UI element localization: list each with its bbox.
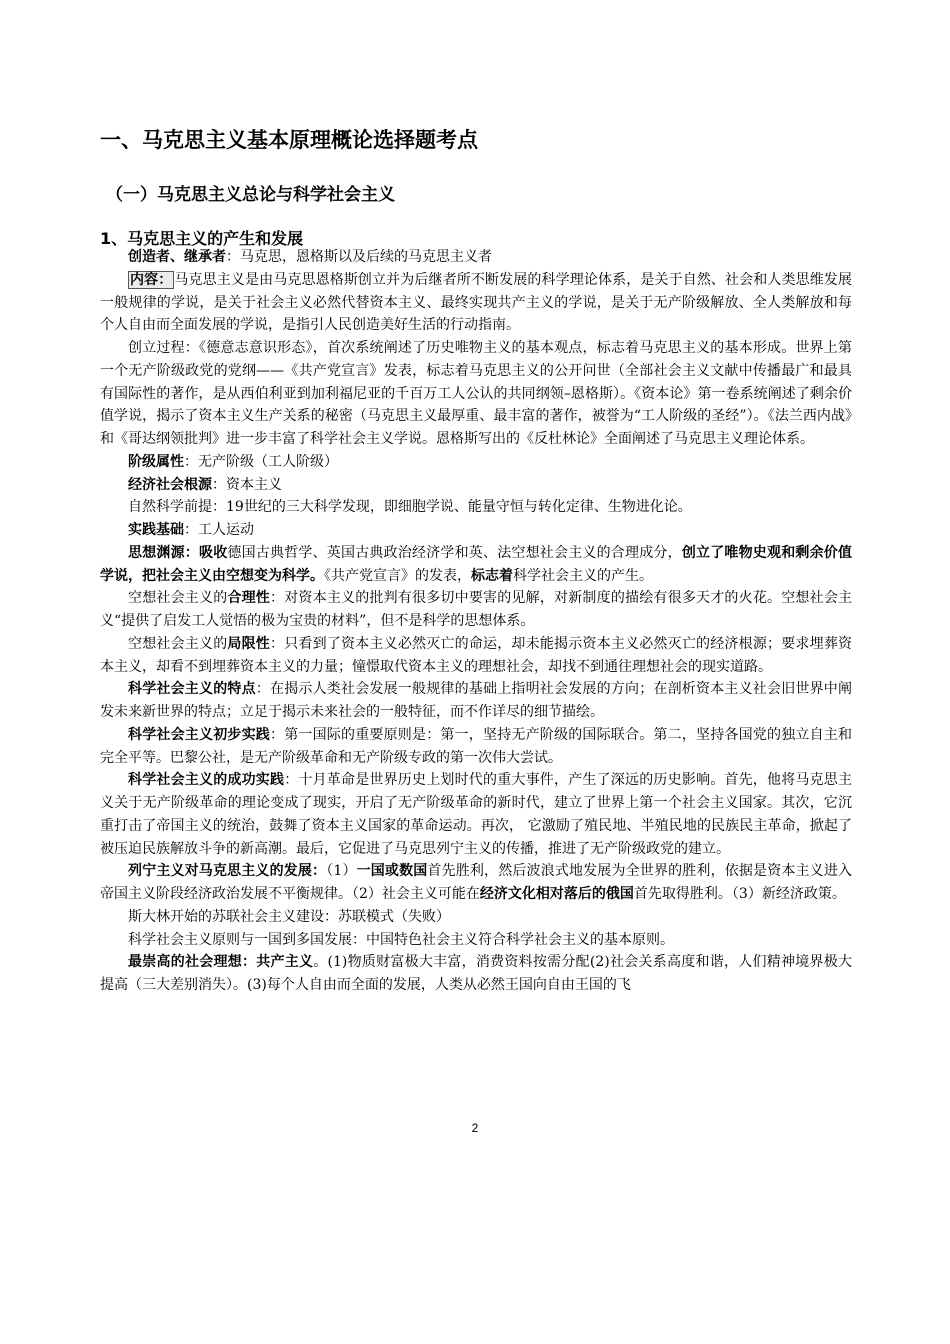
bold-thought-1: 创立了唯物史观和剩余价值学说，把社会主义由空想变为科学。 <box>100 544 853 584</box>
bold-lenin-2: 经济文化相对落后的俄国 <box>479 886 634 902</box>
text-practice: ：工人运动 <box>184 522 254 538</box>
body-text <box>100 246 852 997</box>
paragraph-ideal <box>100 951 852 997</box>
heading-level-1: 一、马克思主义基本原理概论选择题考点 <box>100 128 478 152</box>
text-features: ：在揭示人类社会发展一般规律的基础上指明社会发展的方向；在剖析资本主义社会旧世界中阐发未来新世界的特点；立足于揭示未来社会的一般特征，而不作详尽的细节描绘。 <box>100 681 853 720</box>
paragraph-utopia-limit <box>100 633 852 679</box>
label-creator: 创造者、继承者 <box>128 249 226 265</box>
text-utopia-merit: ：对资本主义的批判有很多切中要害的见解，对新制度的描绘有很多天才的火花。空想社会主义“提供了启发工人觉悟的极为宝贵的材料”，但不是科学的思想体系。 <box>100 590 853 629</box>
text-lenin-2: 首先胜利，然后波浪式地发展为全世界的胜利，依据是资本主义进入帝国主义阶段经济政治发展不平衡规律。（2）社会主义可能在 <box>100 863 852 902</box>
paragraph-stalin: 斯大林开始的苏联社会主义建设：苏联模式（失败） <box>128 908 450 925</box>
label-class: 阶级属性 <box>128 453 184 470</box>
text-thought-2: 《共产党宣言》的发表， <box>324 567 471 584</box>
label-utopia-limit: 局限性 <box>227 635 271 652</box>
label-utopia-merit: 合理性 <box>227 590 271 607</box>
text-utopia-limit: ：只看到了资本主义必然灭亡的命运，却未能揭示资本主义必然灭亡的经济根源；要求埋葬资本主义，却看不到埋葬资本主义的力量；憧憬取代资本主义的理想社会，却找不到通往理想社会的现实道路。 <box>100 635 853 675</box>
bold-thought-2: 标志着 <box>471 567 513 584</box>
text-ideal: 。(1)物质财富极大丰富，消费资料按需分配(2)社会关系高度和谐，人们精神境界极大提高（三大差别消失）。(3)每个人自由而全面的发展，人类从必然王国向自由王国的飞 <box>100 954 852 993</box>
label-content-boxed: 内容： <box>130 271 173 288</box>
text-initial-practice: ：第一国际的重要原则是：第一，坚持无产阶级的国际联合。第二，坚持各国党的独立自主和完全平等。巴黎公社，是无产阶级革命和无产阶级专政的第一次伟大尝试。 <box>100 726 852 766</box>
label-success-practice: 科学社会主义的成功实践 <box>128 772 285 789</box>
paragraph-utopia-merit <box>100 587 852 633</box>
bold-lenin-1: 一国或数国 <box>356 863 428 880</box>
paragraph-features <box>100 678 852 724</box>
text-utopia-limit-prefix: 空想社会主义的 <box>128 635 228 652</box>
page-number: 2 <box>471 1121 479 1135</box>
text-success-practice: ：十月革命是世界历史上划时代的重大事件，产生了深远的历史影响。首先，他将马克思主义关于无产阶级革命的理论变成了现实，开启了无产阶级革命的新时代，建立了世界上第一个社会主义国家。其次，它沉重打击了帝国主义的统治，鼓舞了资本主义国家的革命运动。再次， 它激励了殖民地、半殖民地的民族民主革命，掀起了被压迫民族解放斗争的新高潮。最后，它促进了马克思列宁主义的传播，推进了无产阶级政党的建立。 <box>100 772 853 857</box>
paragraph-thought <box>100 542 852 588</box>
paragraph-lenin <box>100 860 852 906</box>
label-lenin: 列宁主义对马克思主义的发展： <box>128 863 327 880</box>
text-utopia-merit-prefix: 空想社会主义的 <box>128 590 228 607</box>
text-creator: ：马克思，恩格斯以及后续的马克思主义者 <box>226 249 492 265</box>
label-initial-practice: 科学社会主义初步实践 <box>128 726 270 743</box>
text-thought-1: 德国古典哲学、英国古典政治经济学和英、法空想社会主义的合理成分， <box>227 544 682 561</box>
text-lenin-3: 首先取得胜利。（3）新经济政策。 <box>633 886 846 902</box>
text-economic: ：资本主义 <box>212 476 282 493</box>
label-economic: 经济社会根源 <box>128 476 212 493</box>
heading-level-3: 1、马克思主义的产生和发展 <box>100 229 304 248</box>
paragraph-initial-practice <box>100 724 852 770</box>
paragraph-content <box>100 269 852 337</box>
text-thought-3: 科学社会主义的产生。 <box>513 567 653 584</box>
label-features: 科学社会主义的特点 <box>128 681 256 698</box>
text-lenin-1: （1） <box>326 863 357 880</box>
text-class: ：无产阶级（工人阶级） <box>184 453 338 470</box>
paragraph-class <box>100 451 852 474</box>
text-content: 马克思主义是由马克思恩格斯创立并为后继者所不断发展的科学理论体系，是关于自然、社会和人类思维发展一般规律的学说，是关于社会主义必然代替资本主义、最终实现共产主义的学说，是关于无产阶级解放、全人类解放和每个人自由而全面发展的学说，是指引人民创造美好生活的行动指南。 <box>100 271 853 334</box>
paragraph-process: 创立过程：《德意志意识形态》，首次系统阐述了历史唯物主义的基本观点，标志着马克思主义的基本形成。世界上第一个无产阶级政党的党纲——《共产党宣言》发表，标志着马克思主义的公开问世（全部社会主义文献中传播最广和最具有国际性的著作，是从西伯利亚到加利福尼亚的千百万工人公认的共同纲领–恩格斯）。《资本论》第一卷系统阐述了剩余价值学说，揭示了资本主义生产关系的秘密（马克思主义最厚重、最丰富的著作，被誉为“工人阶级的圣经”）。《法兰西内战》和《哥达纲领批判》进一步丰富了科学社会主义学说。恩格斯写出的《反杜林论》全面阐述了马克思主义理论体系。 <box>100 340 852 447</box>
paragraph-science: 自然科学前提：19世纪的三大科学发现，即细胞学说、能量守恒与转化定律、生物进化论。 <box>128 499 692 516</box>
paragraph-creator <box>100 246 852 269</box>
label-thought: 思想渊源：吸收 <box>128 544 228 561</box>
label-ideal: 最崇高的社会理想：共产主义 <box>128 954 314 971</box>
paragraph-economic <box>100 474 852 497</box>
heading-level-2: （一）马克思主义总论与科学社会主义 <box>106 185 395 205</box>
paragraph-practice <box>100 519 852 542</box>
paragraph-principle: 科学社会主义原则与一国到多国发展：中国特色社会主义符合科学社会主义的基本原则。 <box>128 931 674 948</box>
paragraph-success-practice <box>100 769 852 860</box>
label-practice: 实践基础 <box>128 522 184 538</box>
